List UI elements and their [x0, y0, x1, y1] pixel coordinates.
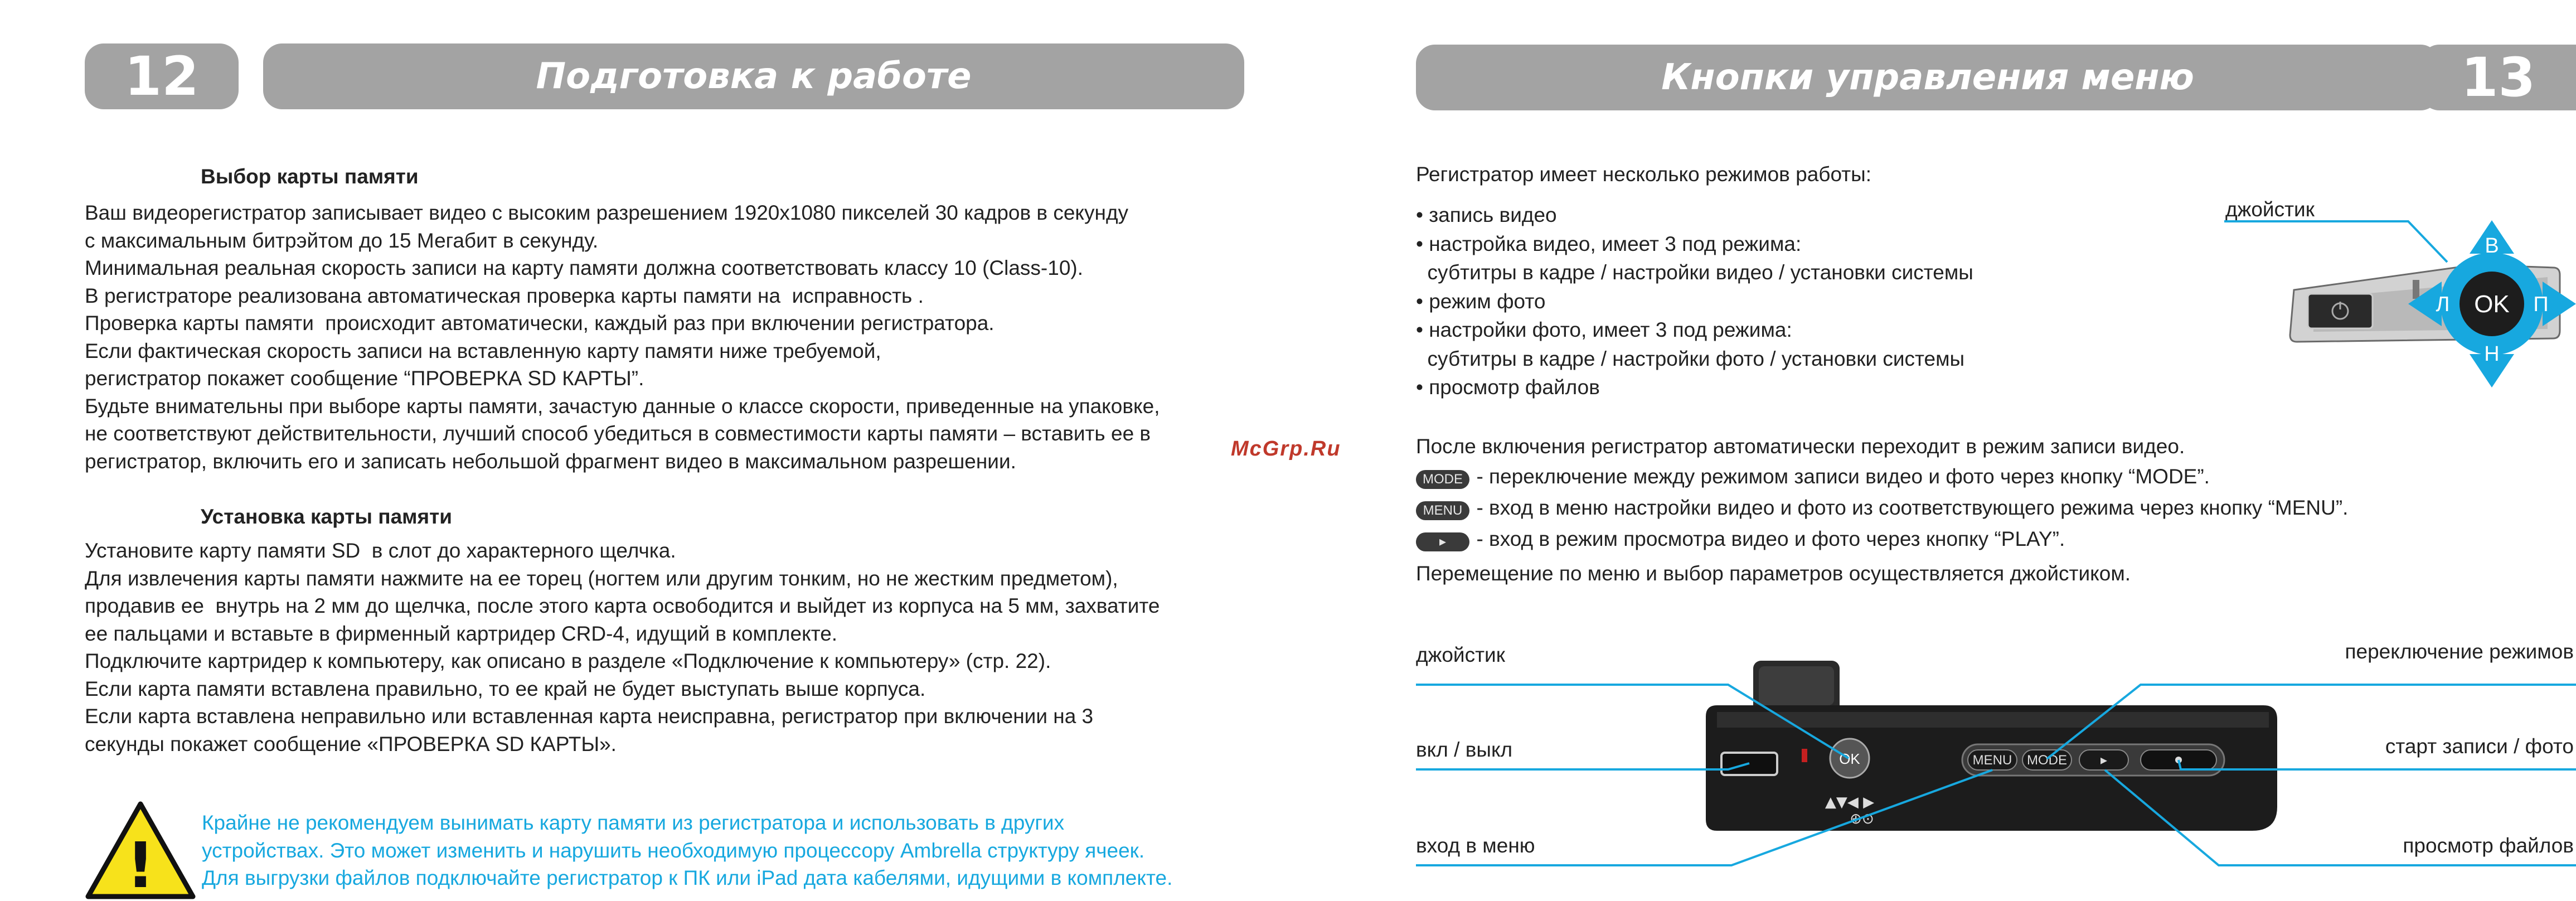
warning-icon [85, 801, 196, 901]
text-line: секунды покажет сообщение «ПРОВЕРКА SD КАРТЫ». [85, 732, 617, 755]
device-ok-label: OK [1839, 750, 1860, 767]
section1-body [85, 199, 1160, 475]
section-heading-card-install: Установка карты памяти [201, 505, 452, 528]
mode-item: • настройка видео, имеет 3 под режима: [1416, 232, 1802, 255]
mode-item: субтитры в кадре / настройки фото / установки системы [1416, 347, 1965, 370]
page-title-right: Кнопки управления меню [1416, 45, 2439, 110]
diagram-label-playback: просмотр файлов [2403, 834, 2574, 857]
play-badge: ▸ [1416, 532, 1469, 551]
mode-item: • запись видео [1416, 204, 1557, 226]
text-line: регистратор покажет сообщение “ПРОВЕРКА SD КАРТЫ”. [85, 367, 644, 390]
warning-line: устройствах. Это может изменить и нарушить необходимую процессору Ambrella структуру ячеек. [202, 839, 1145, 862]
modes-list [1416, 201, 1973, 402]
page-number-left: 12 [85, 43, 239, 109]
diagram-label-mode-switch: переключение режимов [2345, 640, 2574, 663]
text-line: В регистраторе реализована автоматическая проверка карты памяти на исправность . [85, 284, 924, 307]
joystick-left-label: Л [2436, 293, 2450, 316]
text-line: регистратор, включить его и записать небольшой фрагмент видео в максимальном разрешении. [85, 449, 1016, 473]
text-line: Установите карту памяти SD в слот до характерного щелчка. [85, 539, 676, 562]
page-title-left: Подготовка к работе [263, 43, 1244, 109]
page-number-right: 13 [2420, 45, 2576, 110]
text-line: Подключите картридер к компьютеру, как описано в разделе «Подключение к компьютеру» (стр. 22). [85, 650, 1051, 672]
text-line: Минимальная реальная скорость записи на карту памяти должна соответствовать классу 10 (Class-10). [85, 256, 1083, 279]
watermark: McGrp.Ru [1231, 437, 1341, 461]
device-mode-label: MODE [2027, 753, 2067, 768]
device-arrows-label: ▲▼◀ ▶ [1825, 794, 1875, 811]
text-line: Если фактическая скорость записи на вставленную карту памяти ниже требуемой, [85, 339, 881, 362]
mode-item: • настройки фото, имеет 3 под режима: [1416, 318, 1792, 341]
warning-line: Для выгрузки файлов подключайте регистратор к ПК или iPad дата кабелями, идущими в комплекте. [202, 866, 1173, 889]
mode-item: • режим фото [1416, 289, 1546, 313]
warning-line: Крайне не рекомендуем вынимать карту памяти из регистратора и использовать в других [202, 811, 1065, 834]
section2-body [85, 537, 1160, 758]
text-line: Будьте внимательны при выборе карты памяти, зачастую данные о классе скорости, приведенные на упаковке, [85, 394, 1160, 418]
after-power-text: После включения регистратор автоматически переходит в режим записи видео. [1416, 435, 2185, 458]
text-line: Если карта памяти вставлена правильно, то ее край не будет выступать выше корпуса. [85, 677, 926, 700]
text-line: Для извлечения карты памяти нажмите на ее торец (ногтем или другим тонким, но не жестким предметом), [85, 566, 1118, 590]
text-line: продавив ее внутрь на 2 мм до щелчка, после этого карта освободится и выйдет из корпуса на 5 мм, захватите [85, 594, 1160, 617]
text-line: с максимальным битрэйтом до 15 Мегабит в секунду. [85, 229, 599, 252]
warning-text [202, 809, 1172, 892]
menu-description: - вход в меню настройки видео и фото из соответствующего режима через кнопку “MENU”. [1476, 496, 2349, 519]
diagram-label-power: вкл / выкл [1416, 738, 1513, 761]
section-heading-memory-card: Выбор карты памяти [201, 165, 419, 188]
joystick-illustration [2224, 215, 2576, 393]
text-line: не соответствуют действительности, лучший способ убедиться в совместимости карты памяти – вставить ее в [85, 422, 1151, 445]
device-extra-label: ⊕⊙ [1850, 811, 1874, 827]
text-line: Ваш видеорегистратор записывает видео с высоким разрешением 1920x1080 пикселей 30 кадров в секунду [85, 201, 1129, 224]
device-play-label: ▸ [2100, 752, 2108, 768]
diagram-label-menu-entry: вход в меню [1416, 834, 1535, 857]
joystick-right-label: П [2533, 293, 2549, 316]
mode-badge: MODE [1416, 470, 1469, 489]
device-diagram [1416, 661, 2576, 873]
joystick-up-label: В [2485, 234, 2499, 258]
joystick-ok-label: OK [2474, 290, 2510, 318]
joystick-label-top: джойстик [2225, 198, 2315, 221]
diagram-label-record: старт записи / фото [2385, 735, 2574, 758]
text-line: Если карта вставлена неправильно или вставленная карта неисправна, регистратор при включении на 3 [85, 705, 1094, 728]
modes-intro: Регистратор имеет несколько режимов работы: [1416, 163, 1872, 186]
navigation-text: Перемещение по меню и выбор параметров осуществляется джойстиком. [1416, 562, 2131, 585]
play-description: - вход в режим просмотра видео и фото через кнопку “PLAY”. [1476, 527, 2065, 550]
mode-item: субтитры в кадре / настройки видео / установки системы [1416, 261, 1973, 284]
joystick-down-label: Н [2484, 342, 2500, 366]
button-legend [1416, 465, 2348, 559]
mode-description: - переключение между режимом записи видео и фото через кнопку “MODE”. [1476, 465, 2210, 488]
diagram-label-joystick: джойстик [1416, 643, 1505, 666]
text-line: ее пальцами и вставьте в фирменный картридер CRD-4, идущий в комплекте. [85, 622, 838, 645]
text-line: Проверка карты памяти происходит автоматически, каждый раз при включении регистратора. [85, 312, 994, 335]
menu-badge: MENU [1416, 501, 1469, 520]
warning-icon-glyph: ! [126, 830, 155, 901]
device-menu-label: MENU [1972, 753, 2012, 768]
mode-item: • просмотр файлов [1416, 376, 1600, 399]
